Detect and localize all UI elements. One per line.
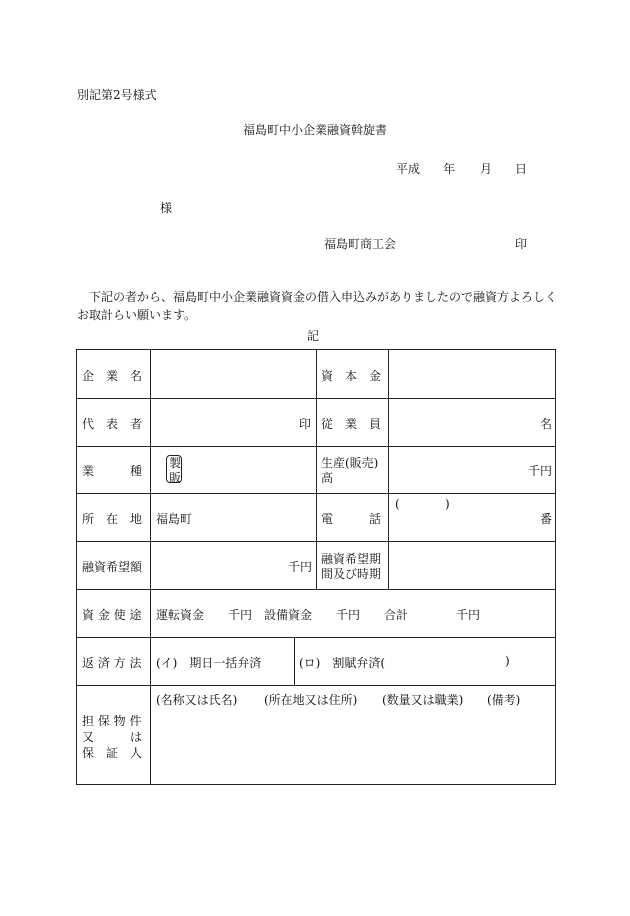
fund-use-label: 資 金 使 途 xyxy=(82,608,142,622)
form-number: 別記第2号様式 xyxy=(77,88,157,102)
col-divider xyxy=(316,350,317,589)
loan-amount-label: 融資希望額 xyxy=(82,560,143,574)
phone-paren-close: ) xyxy=(445,497,450,511)
production-label-line1: 生産(販売) xyxy=(321,456,379,470)
industry-label: 業 種 xyxy=(82,464,143,478)
row-divider xyxy=(77,685,555,686)
capital-label: 資 本 金 xyxy=(321,369,382,383)
col-divider xyxy=(150,350,151,784)
col-divider xyxy=(388,350,389,589)
collateral-label-line3: 保 証 人 xyxy=(82,746,143,760)
repayment-label: 返 済 方 法 xyxy=(82,656,142,670)
loan-amount-unit: 千円 xyxy=(288,560,313,574)
collateral-label-line2: 又 は xyxy=(82,730,143,744)
date-month: 月 xyxy=(480,162,493,176)
phone-label: 電 話 xyxy=(321,512,382,526)
row-divider xyxy=(77,589,555,590)
collateral-header-address: (所在地又は住所) xyxy=(264,693,358,707)
production-unit: 千円 xyxy=(528,464,553,478)
phone-unit: 番 xyxy=(540,512,553,526)
issuer-seal: 印 xyxy=(515,237,528,251)
page-title: 福島町中小企業融資斡旋書 xyxy=(243,123,388,137)
industry-option-manufacture: 製 xyxy=(169,456,182,470)
location-value: 福島町 xyxy=(156,512,193,526)
industry-option-sales: 販 xyxy=(169,471,182,485)
production-label-line2: 高 xyxy=(321,471,334,485)
location-label: 所 在 地 xyxy=(82,512,143,526)
repayment-option-lump-sum: (イ) 期日一括弁済 xyxy=(156,656,262,670)
repayment-installment-close: ) xyxy=(505,654,510,668)
col-divider xyxy=(294,637,295,685)
phone-paren-open: ( xyxy=(395,497,400,511)
ki-heading: 記 xyxy=(307,329,320,343)
company-name-label: 企 業 名 xyxy=(82,369,143,383)
date-year: 年 xyxy=(443,162,456,176)
loan-form-table xyxy=(76,349,556,785)
representative-seal: 印 xyxy=(299,417,312,431)
body-line-1: 下記の者から、福島町中小企業融資資金の借入申込みがありましたので融資方よろしく xyxy=(89,290,558,304)
collateral-header-name: (名称又は氏名) xyxy=(156,693,238,707)
loan-period-label-line1: 融資希望期 xyxy=(321,552,382,566)
loan-period-label-line2: 間及び時期 xyxy=(321,567,382,581)
representative-label: 代 表 者 xyxy=(82,417,143,431)
collateral-label-line1: 担 保 物 件 xyxy=(82,714,142,728)
employees-label: 従 業 員 xyxy=(321,417,382,431)
body-line-2: お取計らい願います。 xyxy=(77,308,197,322)
issuer-name: 福島町商工会 xyxy=(324,237,397,251)
addressee-suffix: 様 xyxy=(160,201,173,215)
date-day: 日 xyxy=(515,162,528,176)
date-era: 平成 xyxy=(396,162,421,176)
employees-unit: 名 xyxy=(540,417,553,431)
collateral-header-remarks: (備考) xyxy=(487,693,521,707)
row-divider xyxy=(77,637,555,638)
collateral-header-quantity: (数量又は職業) xyxy=(382,693,464,707)
fund-use-value: 運転資金 千円 設備資金 千円 合計 千円 xyxy=(156,608,481,622)
repayment-option-installment: (ロ) 割賦弁済( xyxy=(299,656,386,670)
